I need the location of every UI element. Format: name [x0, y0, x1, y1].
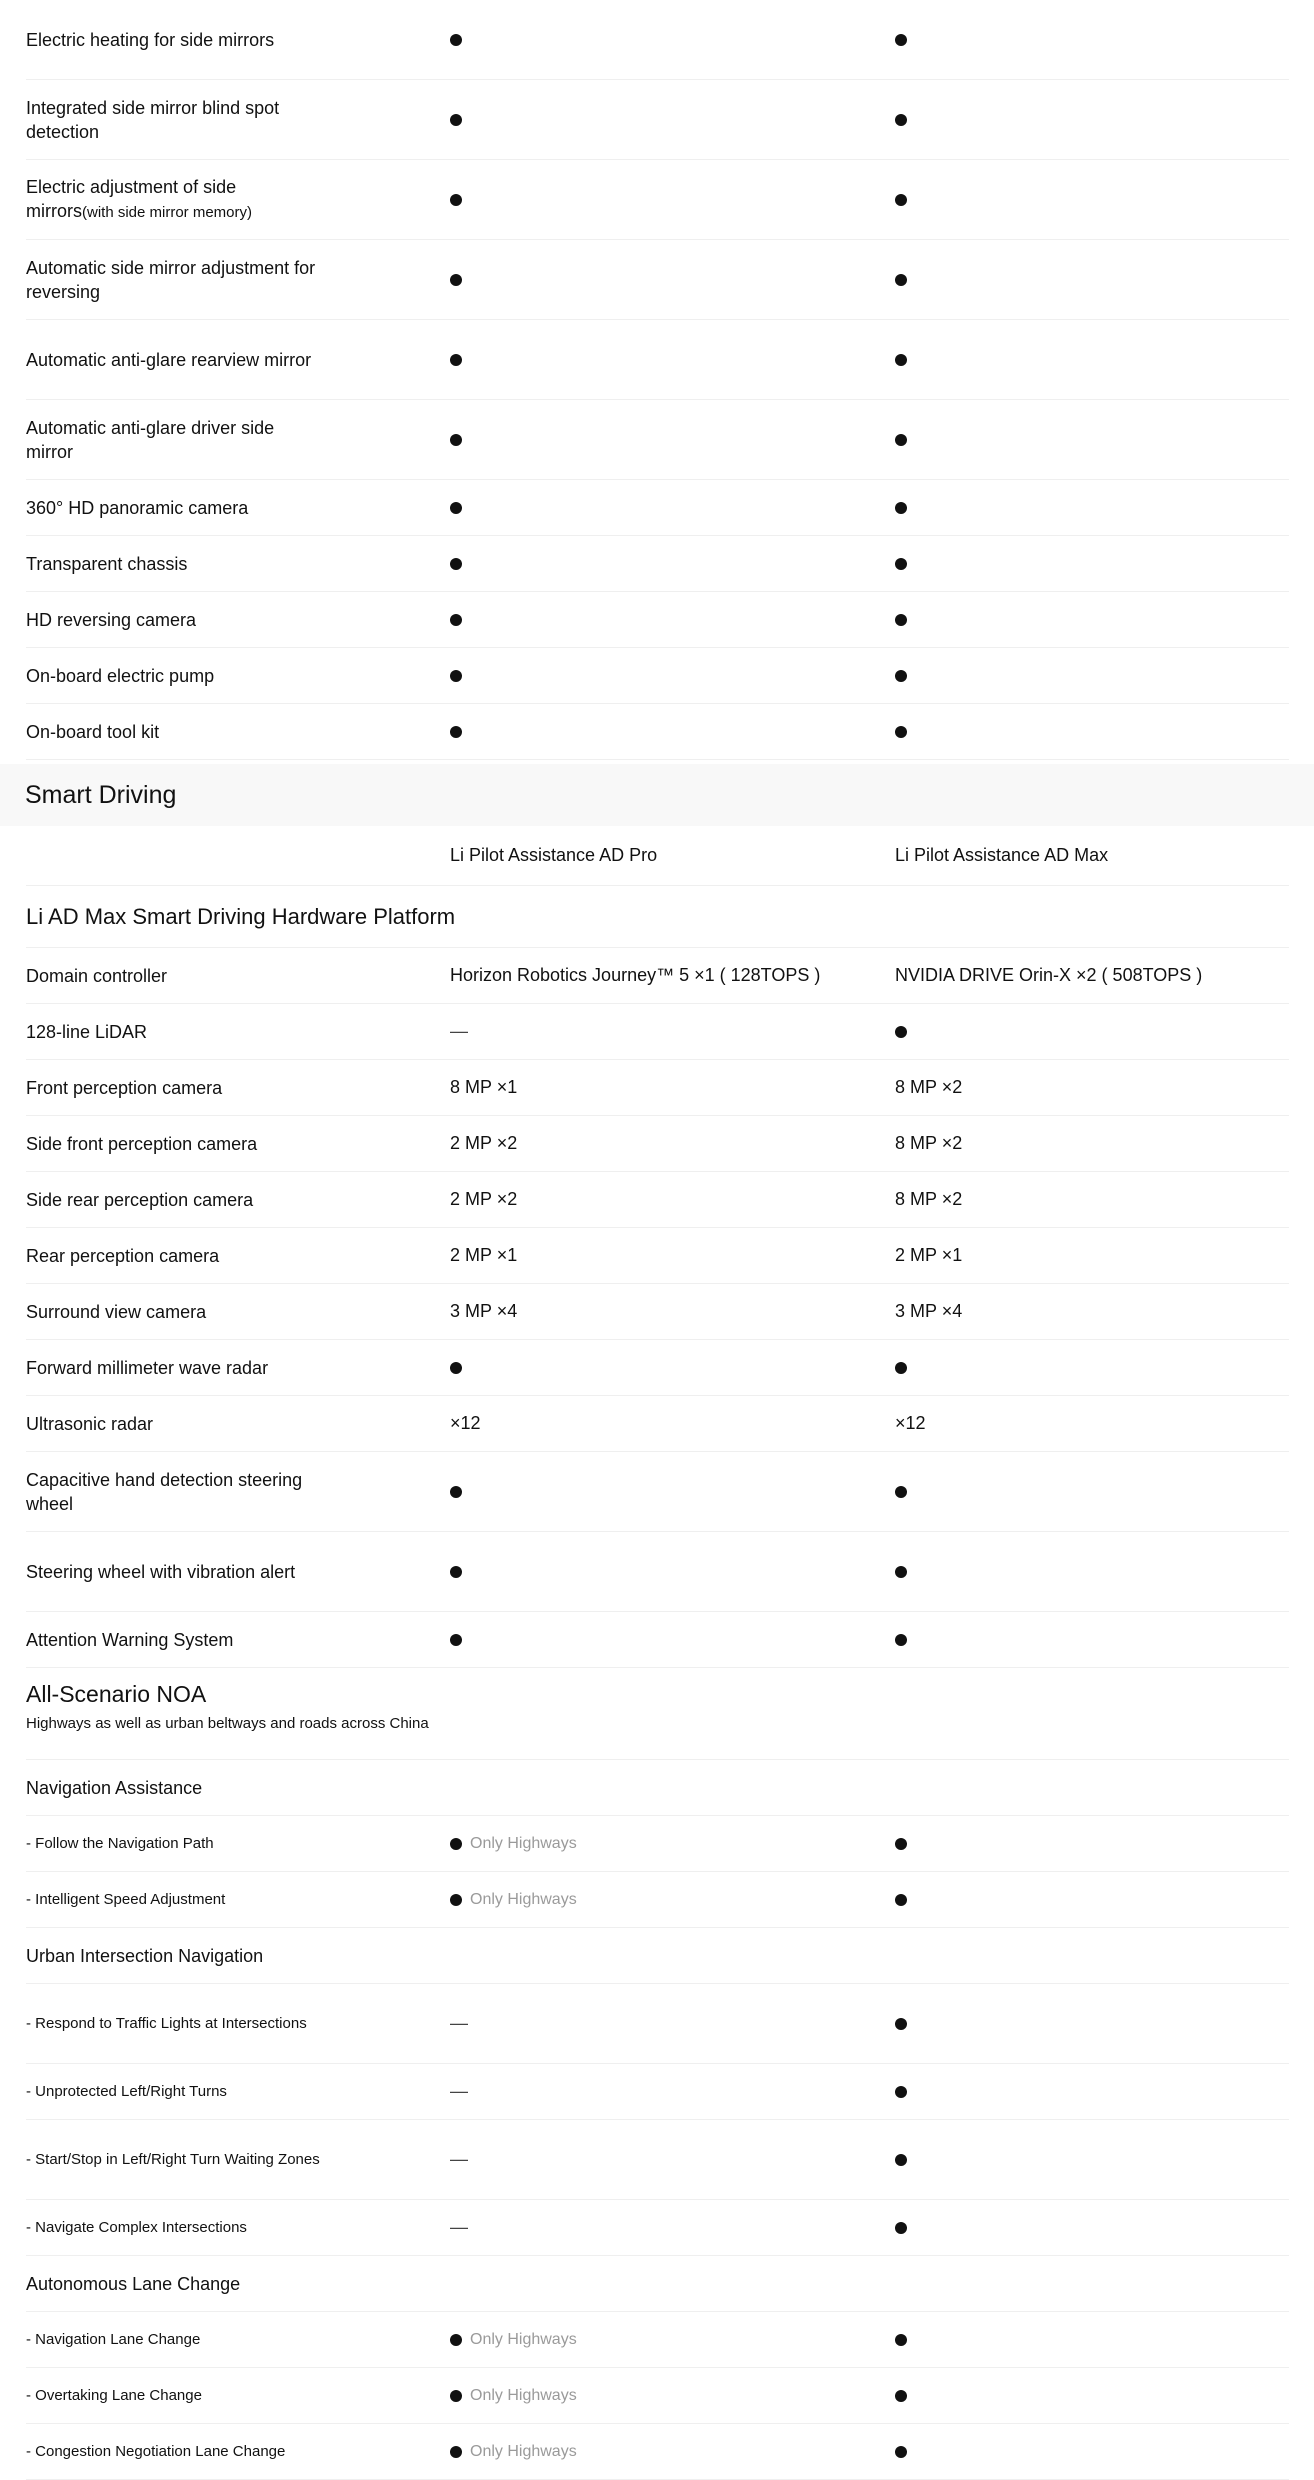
table-row	[26, 1532, 1289, 1612]
pro-value	[450, 1452, 870, 1531]
filled-dot-icon	[450, 2446, 462, 2458]
max-value	[895, 160, 1289, 239]
table-row	[26, 1116, 1289, 1172]
max-value	[895, 592, 1289, 647]
table-row	[26, 1004, 1289, 1060]
max-value	[895, 1004, 1289, 1059]
feature-label	[26, 1612, 326, 1667]
feature-label	[26, 480, 326, 535]
spec-value: 2 MP ×2	[450, 1189, 518, 1209]
feature-label	[26, 320, 326, 399]
filled-dot-icon	[450, 354, 462, 366]
filled-dot-icon	[895, 1566, 907, 1578]
pro-value	[450, 0, 870, 79]
filled-dot-icon	[895, 2222, 907, 2234]
feature-label	[26, 1060, 326, 1115]
max-value	[895, 536, 1289, 591]
feature-label-text: Front perception camera	[26, 1077, 223, 1098]
noa-heading	[26, 1668, 826, 1759]
not-available-dash: —	[450, 2149, 468, 2169]
table-row	[26, 1228, 1289, 1284]
pro-value	[450, 1396, 870, 1451]
max-value	[895, 2120, 1289, 2199]
section-header	[0, 764, 1314, 826]
feature-label-text: Steering wheel with vibration alert	[26, 1561, 296, 1582]
table-row	[26, 1452, 1289, 1532]
filled-dot-icon	[895, 1026, 907, 1038]
filled-dot-icon	[895, 1362, 907, 1374]
filled-dot-icon	[450, 1838, 462, 1850]
filled-dot-icon	[450, 670, 462, 682]
spec-value: 8 MP ×2	[895, 1189, 963, 1209]
filled-dot-icon	[895, 2086, 907, 2098]
pro-value	[450, 1816, 870, 1871]
filled-dot-icon	[450, 1634, 462, 1646]
spec-value: 3 MP ×4	[895, 1301, 963, 1321]
pro-value	[450, 1872, 870, 1927]
pro-value	[450, 160, 870, 239]
feature-label	[26, 400, 326, 479]
filled-dot-icon	[895, 502, 907, 514]
feature-label-text: - Congestion Negotiation Lane Change	[26, 2442, 286, 2460]
feature-label-text: Attention Warning System	[26, 1629, 234, 1650]
max-value	[895, 0, 1289, 79]
max-value	[895, 80, 1289, 159]
feature-label-text: - Navigate Complex Intersections	[26, 2218, 247, 2236]
pro-value	[450, 2120, 870, 2199]
spec-value: 2 MP ×2	[450, 1133, 518, 1153]
max-value	[895, 648, 1289, 703]
table-row	[26, 2120, 1289, 2200]
feature-label	[26, 2312, 326, 2367]
max-value	[895, 240, 1289, 319]
table-row	[26, 1816, 1289, 1872]
filled-dot-icon	[450, 1894, 462, 1906]
feature-label-text: Automatic anti-glare rearview mirror	[26, 349, 312, 370]
table-row	[26, 2368, 1289, 2424]
filled-dot-icon	[895, 194, 907, 206]
feature-label	[26, 1284, 326, 1339]
filled-dot-icon	[895, 1486, 907, 1498]
filled-dot-icon	[895, 558, 907, 570]
feature-label-text: Rear perception camera	[26, 1245, 220, 1266]
not-available-dash: —	[450, 2013, 468, 2033]
spec-value: 8 MP ×1	[450, 1077, 518, 1097]
max-value	[895, 948, 1289, 1003]
pro-value	[450, 1340, 870, 1395]
feature-label	[26, 1452, 326, 1531]
table-row	[26, 320, 1289, 400]
pro-value	[450, 704, 870, 759]
feature-label	[26, 2368, 326, 2423]
pro-value	[450, 240, 870, 319]
feature-label	[26, 1004, 326, 1059]
feature-label	[26, 536, 326, 591]
feature-label-text: - Overtaking Lane Change	[26, 2386, 202, 2404]
filled-dot-icon	[895, 670, 907, 682]
feature-label-text: Integrated side mirror blind spot detection	[26, 97, 280, 142]
feature-label	[26, 0, 326, 79]
max-value	[895, 704, 1289, 759]
pro-value	[450, 2200, 870, 2255]
table-row	[26, 160, 1289, 240]
feature-label	[26, 2064, 326, 2119]
table-row	[26, 592, 1289, 648]
feature-label-text: Forward millimeter wave radar	[26, 1357, 269, 1378]
feature-label-text: Side rear perception camera	[26, 1189, 254, 1210]
feature-label-text: 128-line LiDAR	[26, 1021, 148, 1042]
max-value	[895, 1872, 1289, 1927]
feature-label	[26, 1816, 326, 1871]
pro-value	[450, 80, 870, 159]
pro-value	[450, 948, 870, 1003]
filled-dot-icon	[895, 726, 907, 738]
table-row	[26, 648, 1289, 704]
feature-label-text: Side front perception camera	[26, 1133, 258, 1154]
pro-value	[450, 400, 870, 479]
feature-label	[26, 648, 326, 703]
pro-value	[450, 480, 870, 535]
table-row	[26, 1396, 1289, 1452]
filled-dot-icon	[895, 1894, 907, 1906]
feature-label-text: - Respond to Traffic Lights at Intersections	[26, 2014, 307, 2032]
max-value	[895, 2424, 1289, 2479]
table-row	[26, 240, 1289, 320]
feature-label-text: Domain controller	[26, 965, 168, 986]
table-row	[26, 1060, 1289, 1116]
table-row	[26, 1612, 1289, 1668]
table-row	[26, 1984, 1289, 2064]
pro-value	[450, 1984, 870, 2063]
feature-label-text: Electric heating for side mirrors	[26, 29, 275, 50]
filled-dot-icon	[450, 194, 462, 206]
max-value	[895, 1984, 1289, 2063]
max-value	[895, 1060, 1289, 1115]
table-row	[26, 400, 1289, 480]
noa-subtitle: Highways as well as urban beltways and roads across China	[26, 1715, 429, 1732]
feature-label	[26, 1984, 326, 2063]
availability-note: Only Highways	[470, 2386, 577, 2404]
pro-value	[450, 536, 870, 591]
filled-dot-icon	[895, 614, 907, 626]
table-row	[26, 2424, 1289, 2480]
filled-dot-icon	[450, 1486, 462, 1498]
feature-label	[26, 1172, 326, 1227]
filled-dot-icon	[895, 434, 907, 446]
filled-dot-icon	[895, 2018, 907, 2030]
spec-value: Horizon Robotics Journey™ 5 ×1 ( 128TOPS )	[450, 965, 821, 985]
noa-group-row	[26, 1928, 1289, 1984]
pro-value	[450, 1532, 870, 1611]
max-value	[895, 1116, 1289, 1171]
max-value	[895, 320, 1289, 399]
noa-group-row	[26, 2256, 1289, 2312]
feature-label-text: Electric adjustment of side mirrors	[26, 176, 237, 221]
max-value	[895, 1284, 1289, 1339]
max-value	[895, 1228, 1289, 1283]
spec-value: NVIDIA DRIVE Orin-X ×2 ( 508TOPS )	[895, 965, 1203, 985]
table-row	[26, 2312, 1289, 2368]
max-value	[895, 2200, 1289, 2255]
max-value	[895, 1532, 1289, 1611]
filled-dot-icon	[895, 1838, 907, 1850]
feature-label-text: - Unprotected Left/Right Turns	[26, 2082, 227, 2100]
filled-dot-icon	[450, 2334, 462, 2346]
noa-title: All-Scenario NOA	[26, 1681, 207, 1707]
feature-label-note: (with side mirror memory)	[82, 203, 253, 221]
feature-label-text: Capacitive hand detection steering wheel	[26, 1469, 303, 1514]
table-row	[26, 80, 1289, 160]
section-title: Smart Driving	[25, 780, 177, 809]
filled-dot-icon	[450, 614, 462, 626]
feature-label-text: - Follow the Navigation Path	[26, 1834, 214, 1852]
max-value	[895, 1816, 1289, 1871]
availability-note: Only Highways	[470, 2442, 577, 2460]
availability-note: Only Highways	[470, 2330, 577, 2348]
feature-label	[26, 2120, 326, 2199]
feature-label-wrap	[26, 175, 326, 225]
spec-value: ×12	[450, 1413, 481, 1433]
pro-value	[450, 1116, 870, 1171]
filled-dot-icon	[450, 502, 462, 514]
max-value	[895, 1340, 1289, 1395]
feature-label	[26, 1116, 326, 1171]
pro-value	[450, 320, 870, 399]
filled-dot-icon	[895, 2390, 907, 2402]
filled-dot-icon	[895, 34, 907, 46]
feature-label-text: HD reversing camera	[26, 609, 197, 630]
table-row	[26, 1172, 1289, 1228]
table-row	[26, 480, 1289, 536]
feature-label-text: - Start/Stop in Left/Right Turn Waiting Zones	[26, 2150, 320, 2168]
pro-value	[450, 592, 870, 647]
availability-note: Only Highways	[470, 1834, 577, 1852]
feature-label	[26, 1228, 326, 1283]
feature-label	[26, 1872, 326, 1927]
pro-value	[450, 648, 870, 703]
noa-group-title: Autonomous Lane Change	[26, 2273, 241, 2294]
table-row	[26, 704, 1289, 760]
max-value	[895, 1452, 1289, 1531]
hardware-heading: Li AD Max Smart Driving Hardware Platform	[26, 903, 456, 929]
noa-heading-row	[26, 1668, 1289, 1760]
filled-dot-icon	[450, 726, 462, 738]
filled-dot-icon	[895, 2334, 907, 2346]
feature-label	[26, 1396, 326, 1451]
spec-value: 2 MP ×1	[895, 1245, 963, 1265]
max-value	[895, 400, 1289, 479]
max-value	[895, 1612, 1289, 1667]
feature-label-text: Surround view camera	[26, 1301, 207, 1322]
pro-value	[450, 1612, 870, 1667]
not-available-dash: —	[450, 2081, 468, 2101]
pro-value	[450, 1004, 870, 1059]
trim-max-name: Li Pilot Assistance AD Max	[895, 845, 1109, 865]
max-value	[895, 1172, 1289, 1227]
noa-group-title: Navigation Assistance	[26, 1777, 203, 1798]
max-value	[895, 2064, 1289, 2119]
table-row	[26, 1872, 1289, 1928]
pro-value	[450, 2368, 870, 2423]
feature-label-text: - Intelligent Speed Adjustment	[26, 1890, 226, 1908]
spec-value: 8 MP ×2	[895, 1077, 963, 1097]
filled-dot-icon	[895, 2154, 907, 2166]
feature-label	[26, 2424, 326, 2479]
feature-label-text: Transparent chassis	[26, 553, 188, 574]
feature-label-text: On-board electric pump	[26, 665, 215, 686]
table-row	[26, 1340, 1289, 1396]
feature-label	[26, 160, 326, 239]
not-available-dash: —	[450, 2217, 468, 2237]
feature-label	[26, 948, 326, 1003]
spec-value: ×12	[895, 1413, 926, 1433]
feature-label	[26, 1532, 326, 1611]
feature-label-text: Automatic anti-glare driver side mirror	[26, 417, 275, 462]
filled-dot-icon	[895, 114, 907, 126]
table-row	[26, 0, 1289, 80]
spec-value: 8 MP ×2	[895, 1133, 963, 1153]
feature-label	[26, 240, 326, 319]
feature-label-text: Ultrasonic radar	[26, 1413, 154, 1434]
max-value	[895, 1396, 1289, 1451]
table-row	[26, 1284, 1289, 1340]
table-row	[26, 536, 1289, 592]
max-value	[895, 2368, 1289, 2423]
feature-label-text: On-board tool kit	[26, 721, 160, 742]
max-value	[895, 2312, 1289, 2367]
filled-dot-icon	[895, 274, 907, 286]
availability-note: Only Highways	[470, 1890, 577, 1908]
pro-value	[450, 2064, 870, 2119]
filled-dot-icon	[450, 434, 462, 446]
feature-label-text: Automatic side mirror adjustment for reversing	[26, 257, 316, 302]
max-value	[895, 480, 1289, 535]
feature-label	[26, 80, 326, 159]
trim-header-row	[26, 826, 1289, 886]
pro-value	[450, 2312, 870, 2367]
filled-dot-icon	[895, 1634, 907, 1646]
feature-label-text: - Navigation Lane Change	[26, 2330, 201, 2348]
noa-group-title: Urban Intersection Navigation	[26, 1945, 264, 1966]
not-available-dash: —	[450, 1021, 468, 1041]
pro-value	[450, 1060, 870, 1115]
feature-label	[26, 1340, 326, 1395]
table-row	[26, 2200, 1289, 2256]
trim-pro-name: Li Pilot Assistance AD Pro	[450, 845, 658, 865]
feature-label-text: 360° HD panoramic camera	[26, 497, 249, 518]
table-row	[26, 948, 1289, 1004]
filled-dot-icon	[450, 1362, 462, 1374]
feature-label	[26, 704, 326, 759]
filled-dot-icon	[450, 34, 462, 46]
noa-group-row	[26, 1760, 1289, 1816]
hardware-heading-row	[26, 886, 1289, 948]
pro-value	[450, 1172, 870, 1227]
pro-value	[450, 2424, 870, 2479]
spec-value: 2 MP ×1	[450, 1245, 518, 1265]
filled-dot-icon	[450, 2390, 462, 2402]
feature-label	[26, 2200, 326, 2255]
pro-value	[450, 1284, 870, 1339]
spec-value: 3 MP ×4	[450, 1301, 518, 1321]
filled-dot-icon	[450, 1566, 462, 1578]
feature-label	[26, 592, 326, 647]
filled-dot-icon	[895, 354, 907, 366]
table-row	[26, 2064, 1289, 2120]
filled-dot-icon	[450, 114, 462, 126]
filled-dot-icon	[450, 274, 462, 286]
filled-dot-icon	[895, 2446, 907, 2458]
filled-dot-icon	[450, 558, 462, 570]
pro-value	[450, 1228, 870, 1283]
